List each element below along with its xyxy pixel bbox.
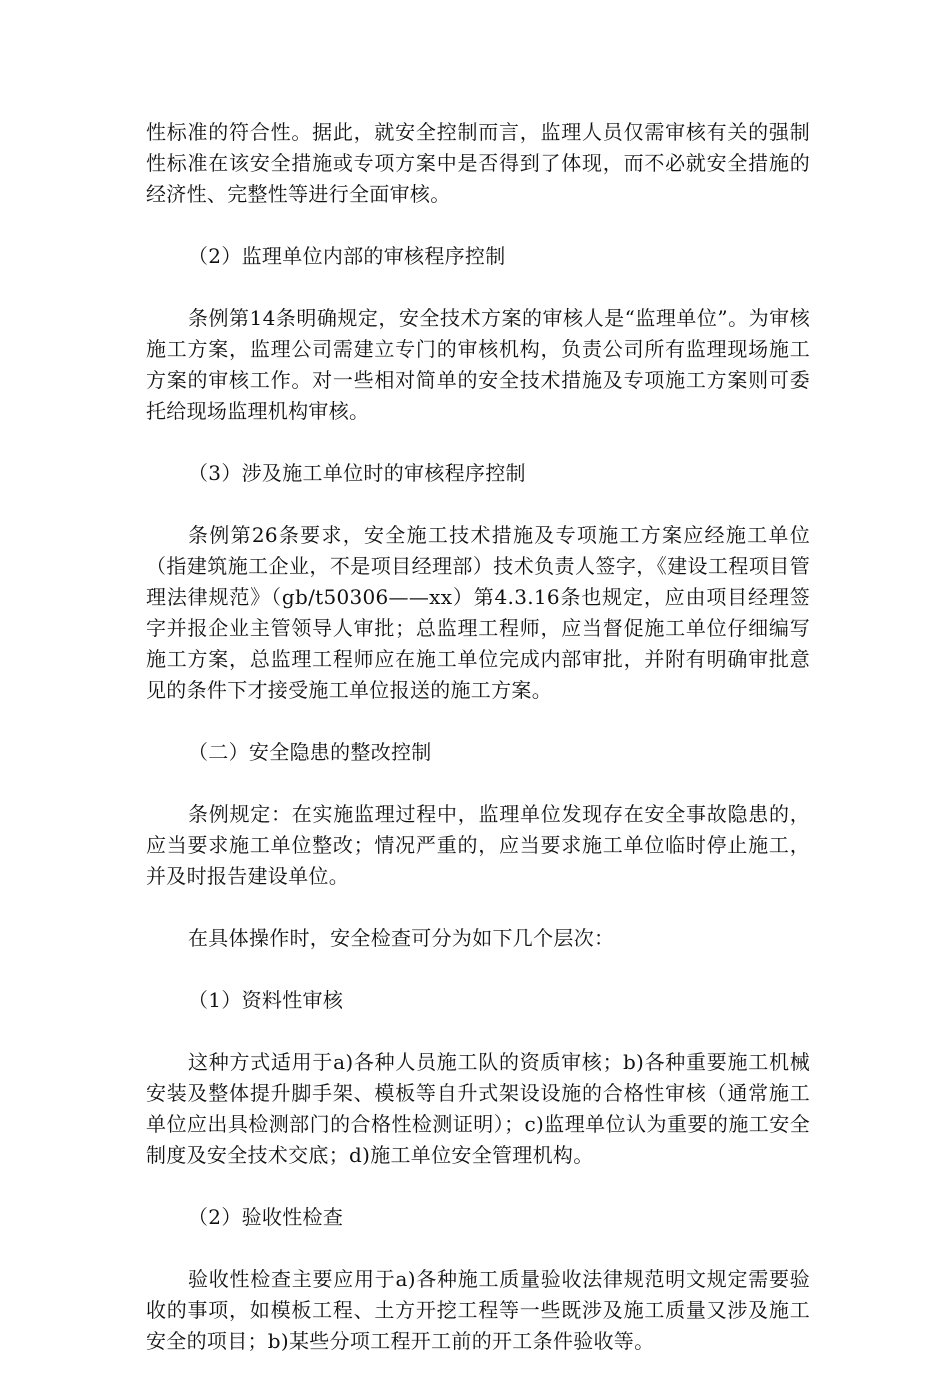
paragraph-article-26: 条例第26条要求，安全施工技术措施及专项施工方案应经施工单位（指建筑施工企业，不是项目经理部）技术负责人签字，《建设工程项目管理法律规范》（gb/t50306——xx）第4.3.16条也规定，应由项目经理签字并报企业主管领导人审批；总监理工程师，应当督促施工单位仔细编写施工方案，总监理工程师应在施工单位完成内部审批，并附有明确审批意见的条件下才接受施工单位报送的施工方案。 — [146, 523, 810, 702]
section-heading-acceptance-inspection: （2）验收性检查 — [188, 1205, 344, 1229]
paragraph-continuation: 性标准的符合性。据此，就安全控制而言，监理人员仅需审核有关的强制性标准在该安全措施或专项方案中是否得到了体现，而不必就安全措施的经济性、完整性等进行全面审核。 — [146, 120, 810, 206]
paragraph-acceptance-inspection: 验收性检查主要应用于a)各种施工质量验收法律规范明文规定需要验收的事项，如模板工程、土方开挖工程等一些既涉及施工质量又涉及施工安全的项目；b)某些分项工程开工前的开工条件验收等。 — [146, 1267, 810, 1353]
document-body — [146, 117, 810, 1388]
paragraph-regulation: 条例规定：在实施监理过程中，监理单位发现存在安全事故隐患的，应当要求施工单位整改；情况严重的，应当要求施工单位临时停止施工，并及时报告建设单位。 — [146, 802, 810, 888]
section-heading-hazard-rectification: （二）安全隐患的整改控制 — [188, 740, 432, 764]
paragraph-document-review: 这种方式适用于a)各种人员施工队的资质审核；b)各种重要施工机械安装及整体提升脚手架、模板等自升式架设设施的合格性审核（通常施工单位应出具检测部门的合格性检测证明）；c)监理单位认为重要的施工安全制度及安全技术交底；d)施工单位安全管理机构。 — [146, 1050, 810, 1167]
section-heading-document-review: （1）资料性审核 — [188, 988, 344, 1012]
paragraph-inspection-levels: 在具体操作时，安全检查可分为如下几个层次： — [188, 926, 615, 950]
paragraph-article-14: 条例第14条明确规定，安全技术方案的审核人是“监理单位”。为审核施工方案，监理公司需建立专门的审核机构，负责公司所有监理现场施工方案的审核工作。对一些相对简单的安全技术措施及专项施工方案则可委托给现场监理机构审核。 — [146, 306, 810, 423]
section-heading-review-procedure: （2）监理单位内部的审核程序控制 — [188, 244, 506, 268]
section-heading-construction-unit-review: （3）涉及施工单位时的审核程序控制 — [188, 461, 526, 485]
